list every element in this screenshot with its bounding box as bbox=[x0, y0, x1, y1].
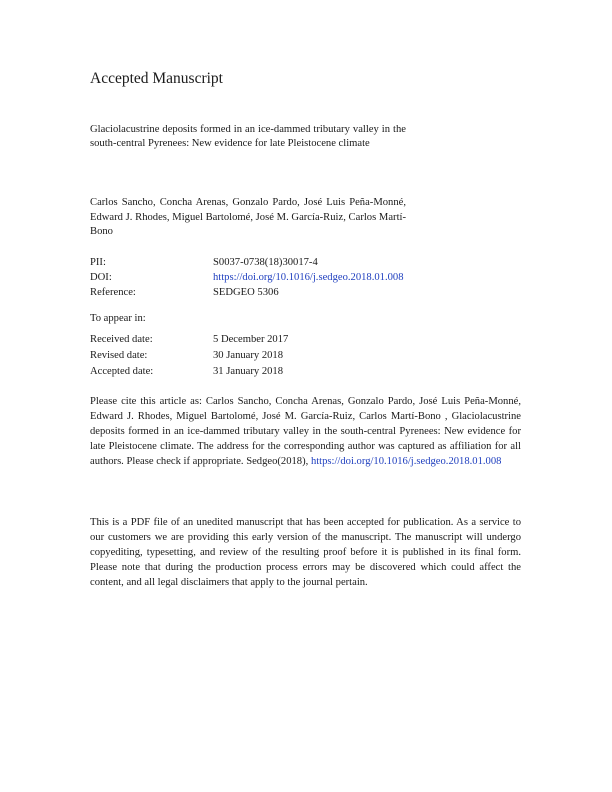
pii-label: PII: bbox=[90, 257, 106, 268]
to-appear-in-label: To appear in: bbox=[90, 313, 146, 324]
citation-doi-link[interactable]: https://doi.org/10.1016/j.sedgeo.2018.01.008 bbox=[310, 456, 502, 468]
article-title: Glaciolacustrine deposits formed in an ice-dammed tributary valley in the south-central Pyrenees: New evidence for late Pleistocene climate bbox=[90, 124, 406, 149]
accepted-label: Accepted date: bbox=[90, 366, 154, 377]
received-row bbox=[90, 334, 288, 350]
citation-paragraph bbox=[90, 394, 521, 469]
revised-row bbox=[90, 350, 288, 366]
disclaimer-paragraph: This is a PDF file of an unedited manuscript that has been accepted for publication. As a service to our customers we are providing this early version of the manuscript. The manuscript will undergo copyediting, typesetting, and review of the resulting proof before it is published in its final form. Please note that during the production process errors may be discovered which could affect the content, and all legal disclaimers that apply to the journal pertain. bbox=[90, 517, 521, 589]
pii-value: S0037-0738(18)30017-4 bbox=[213, 257, 318, 268]
doi-link[interactable]: https://doi.org/10.1016/j.sedgeo.2018.01.008 bbox=[213, 272, 404, 283]
identifier-table bbox=[90, 257, 404, 302]
accepted-value: 31 January 2018 bbox=[213, 366, 284, 377]
doi-cell bbox=[213, 272, 404, 287]
accepted-row bbox=[90, 366, 288, 382]
dates-table bbox=[90, 334, 288, 382]
reference-row bbox=[90, 287, 404, 302]
revised-value: 30 January 2018 bbox=[213, 350, 284, 361]
reference-label: Reference: bbox=[90, 287, 136, 298]
citation-text: Please cite this article as: Carlos Sancho, Concha Arenas, Gonzalo Pardo, José Luis Peña-Monné, Edward J. Rhodes, Miguel Bartolomé, José M. García-Ruiz, Carlos Martí-Bono , Glaciolacustrine deposits formed in an ice-dammed tributary valley in the south-central Pyrenees: New evidence for late Pleistocene climate. The address for the corresponding author was captured as affiliation for all authors. Please check if appropriate. Sedgeo(2018), bbox=[90, 396, 521, 468]
received-value: 5 December 2017 bbox=[213, 334, 289, 345]
doi-label: DOI: bbox=[90, 272, 112, 283]
pii-row bbox=[90, 257, 404, 272]
page-header-title: Accepted Manuscript bbox=[90, 70, 223, 87]
doi-row bbox=[90, 272, 404, 287]
reference-value: SEDGEO 5306 bbox=[213, 287, 279, 298]
revised-label: Revised date: bbox=[90, 350, 148, 361]
author-list: Carlos Sancho, Concha Arenas, Gonzalo Pardo, José Luis Peña-Monné, Edward J. Rhodes, Miguel Bartolomé, José M. García-Ruiz, Carlos Martí-Bono bbox=[90, 197, 406, 237]
received-label: Received date: bbox=[90, 334, 153, 345]
